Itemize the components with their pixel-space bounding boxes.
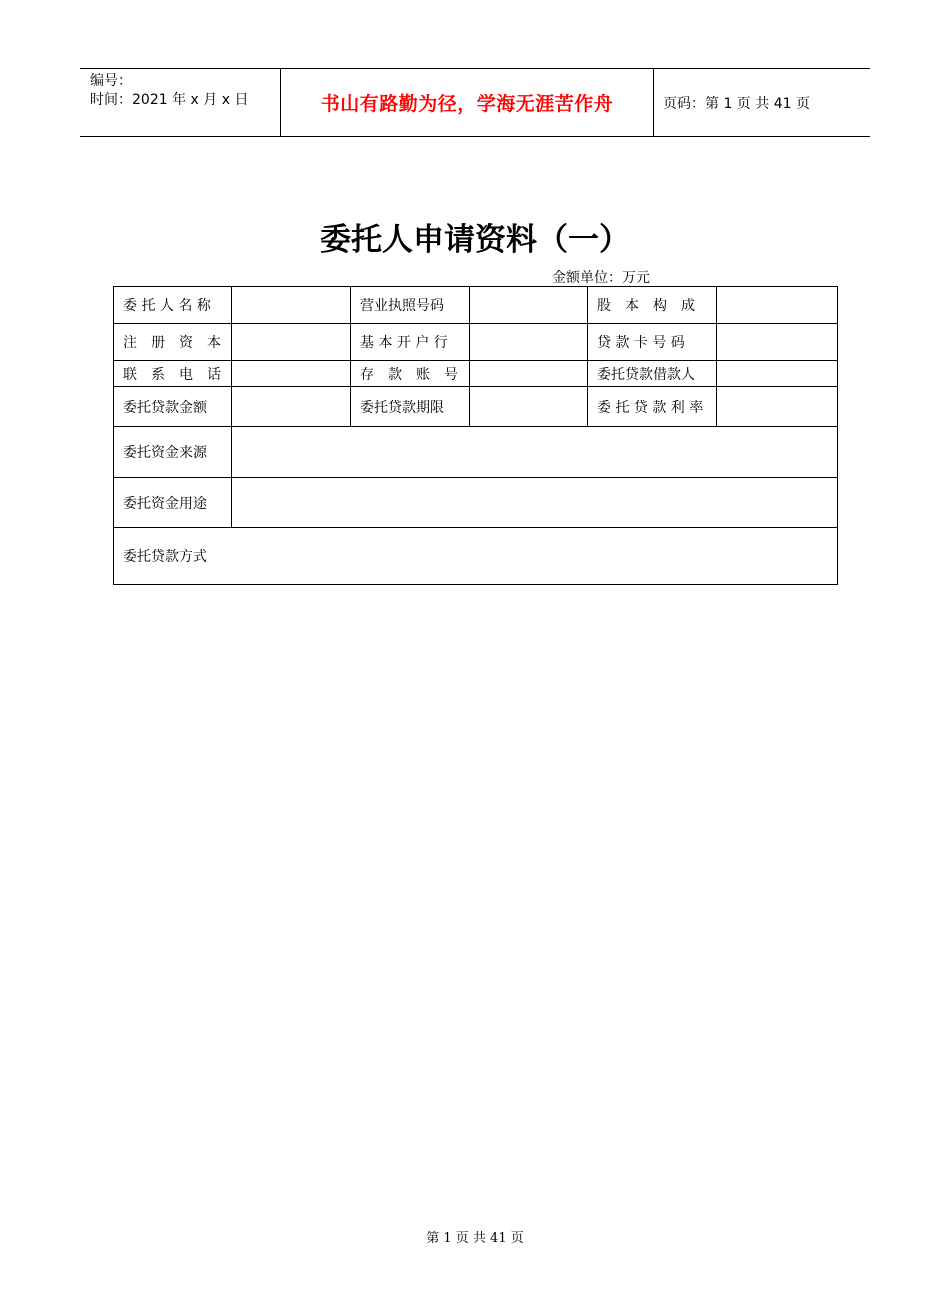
header-page-info: 页码：第 1 页 共 41 页 [663, 95, 810, 112]
fund-use-field[interactable] [232, 478, 838, 528]
loan-rate-field[interactable] [717, 387, 838, 427]
header-motto: 书山有路勤为径，学海无涯苦作舟 [281, 69, 654, 136]
number-label: 编号： [90, 73, 132, 89]
date-label: 时间：2021 年 x 月 x 日 [90, 92, 249, 108]
label-business-license: 营业执照号码 [351, 287, 470, 324]
equity-structure-field[interactable] [717, 287, 838, 324]
table-row [114, 528, 838, 585]
label-registered-capital: 注 册 资 本 [114, 324, 232, 361]
label-loan-method: 委托贷款方式 [123, 549, 207, 565]
client-name-field[interactable] [232, 287, 351, 324]
label-phone: 联 系 电 话 [114, 361, 232, 387]
label-loan-amount: 委托贷款金额 [114, 387, 232, 427]
fund-source-field[interactable] [232, 427, 838, 478]
label-loan-term: 委托贷款期限 [351, 387, 470, 427]
label-loan-card-number: 贷 款 卡 号 码 [588, 324, 717, 361]
loan-amount-field[interactable] [232, 387, 351, 427]
label-fund-use: 委托资金用途 [114, 478, 232, 528]
table-row [114, 478, 838, 528]
registered-capital-field[interactable] [232, 324, 351, 361]
borrower-field[interactable] [717, 361, 838, 387]
table-row [114, 427, 838, 478]
label-fund-source: 委托资金来源 [114, 427, 232, 478]
table-row [114, 287, 838, 324]
label-basic-bank: 基 本 开 户 行 [351, 324, 470, 361]
amount-unit: 金额单位：万元 [552, 270, 650, 286]
label-deposit-account: 存 款 账 号 [351, 361, 470, 387]
basic-bank-field[interactable] [470, 324, 588, 361]
table-row [114, 324, 838, 361]
loan-term-field[interactable] [470, 387, 588, 427]
document-header [80, 68, 870, 137]
phone-field[interactable] [232, 361, 351, 387]
label-loan-rate: 委 托 贷 款 利 率 [588, 387, 717, 427]
deposit-account-field[interactable] [470, 361, 588, 387]
loan-method-cell[interactable] [114, 528, 838, 585]
loan-card-number-field[interactable] [717, 324, 838, 361]
label-client-name: 委 托 人 名 称 [114, 287, 232, 324]
page-footer: 第 1 页 共 41 页 [426, 1231, 524, 1246]
label-borrower: 委托贷款借款人 [588, 361, 717, 387]
business-license-field[interactable] [470, 287, 588, 324]
page-title: 委托人申请资料（一） [320, 222, 630, 258]
table-row [114, 361, 838, 387]
label-equity-structure: 股 本 构 成 [588, 287, 717, 324]
table-row [114, 387, 838, 427]
application-form-table [113, 286, 838, 585]
header-meta [80, 69, 281, 136]
